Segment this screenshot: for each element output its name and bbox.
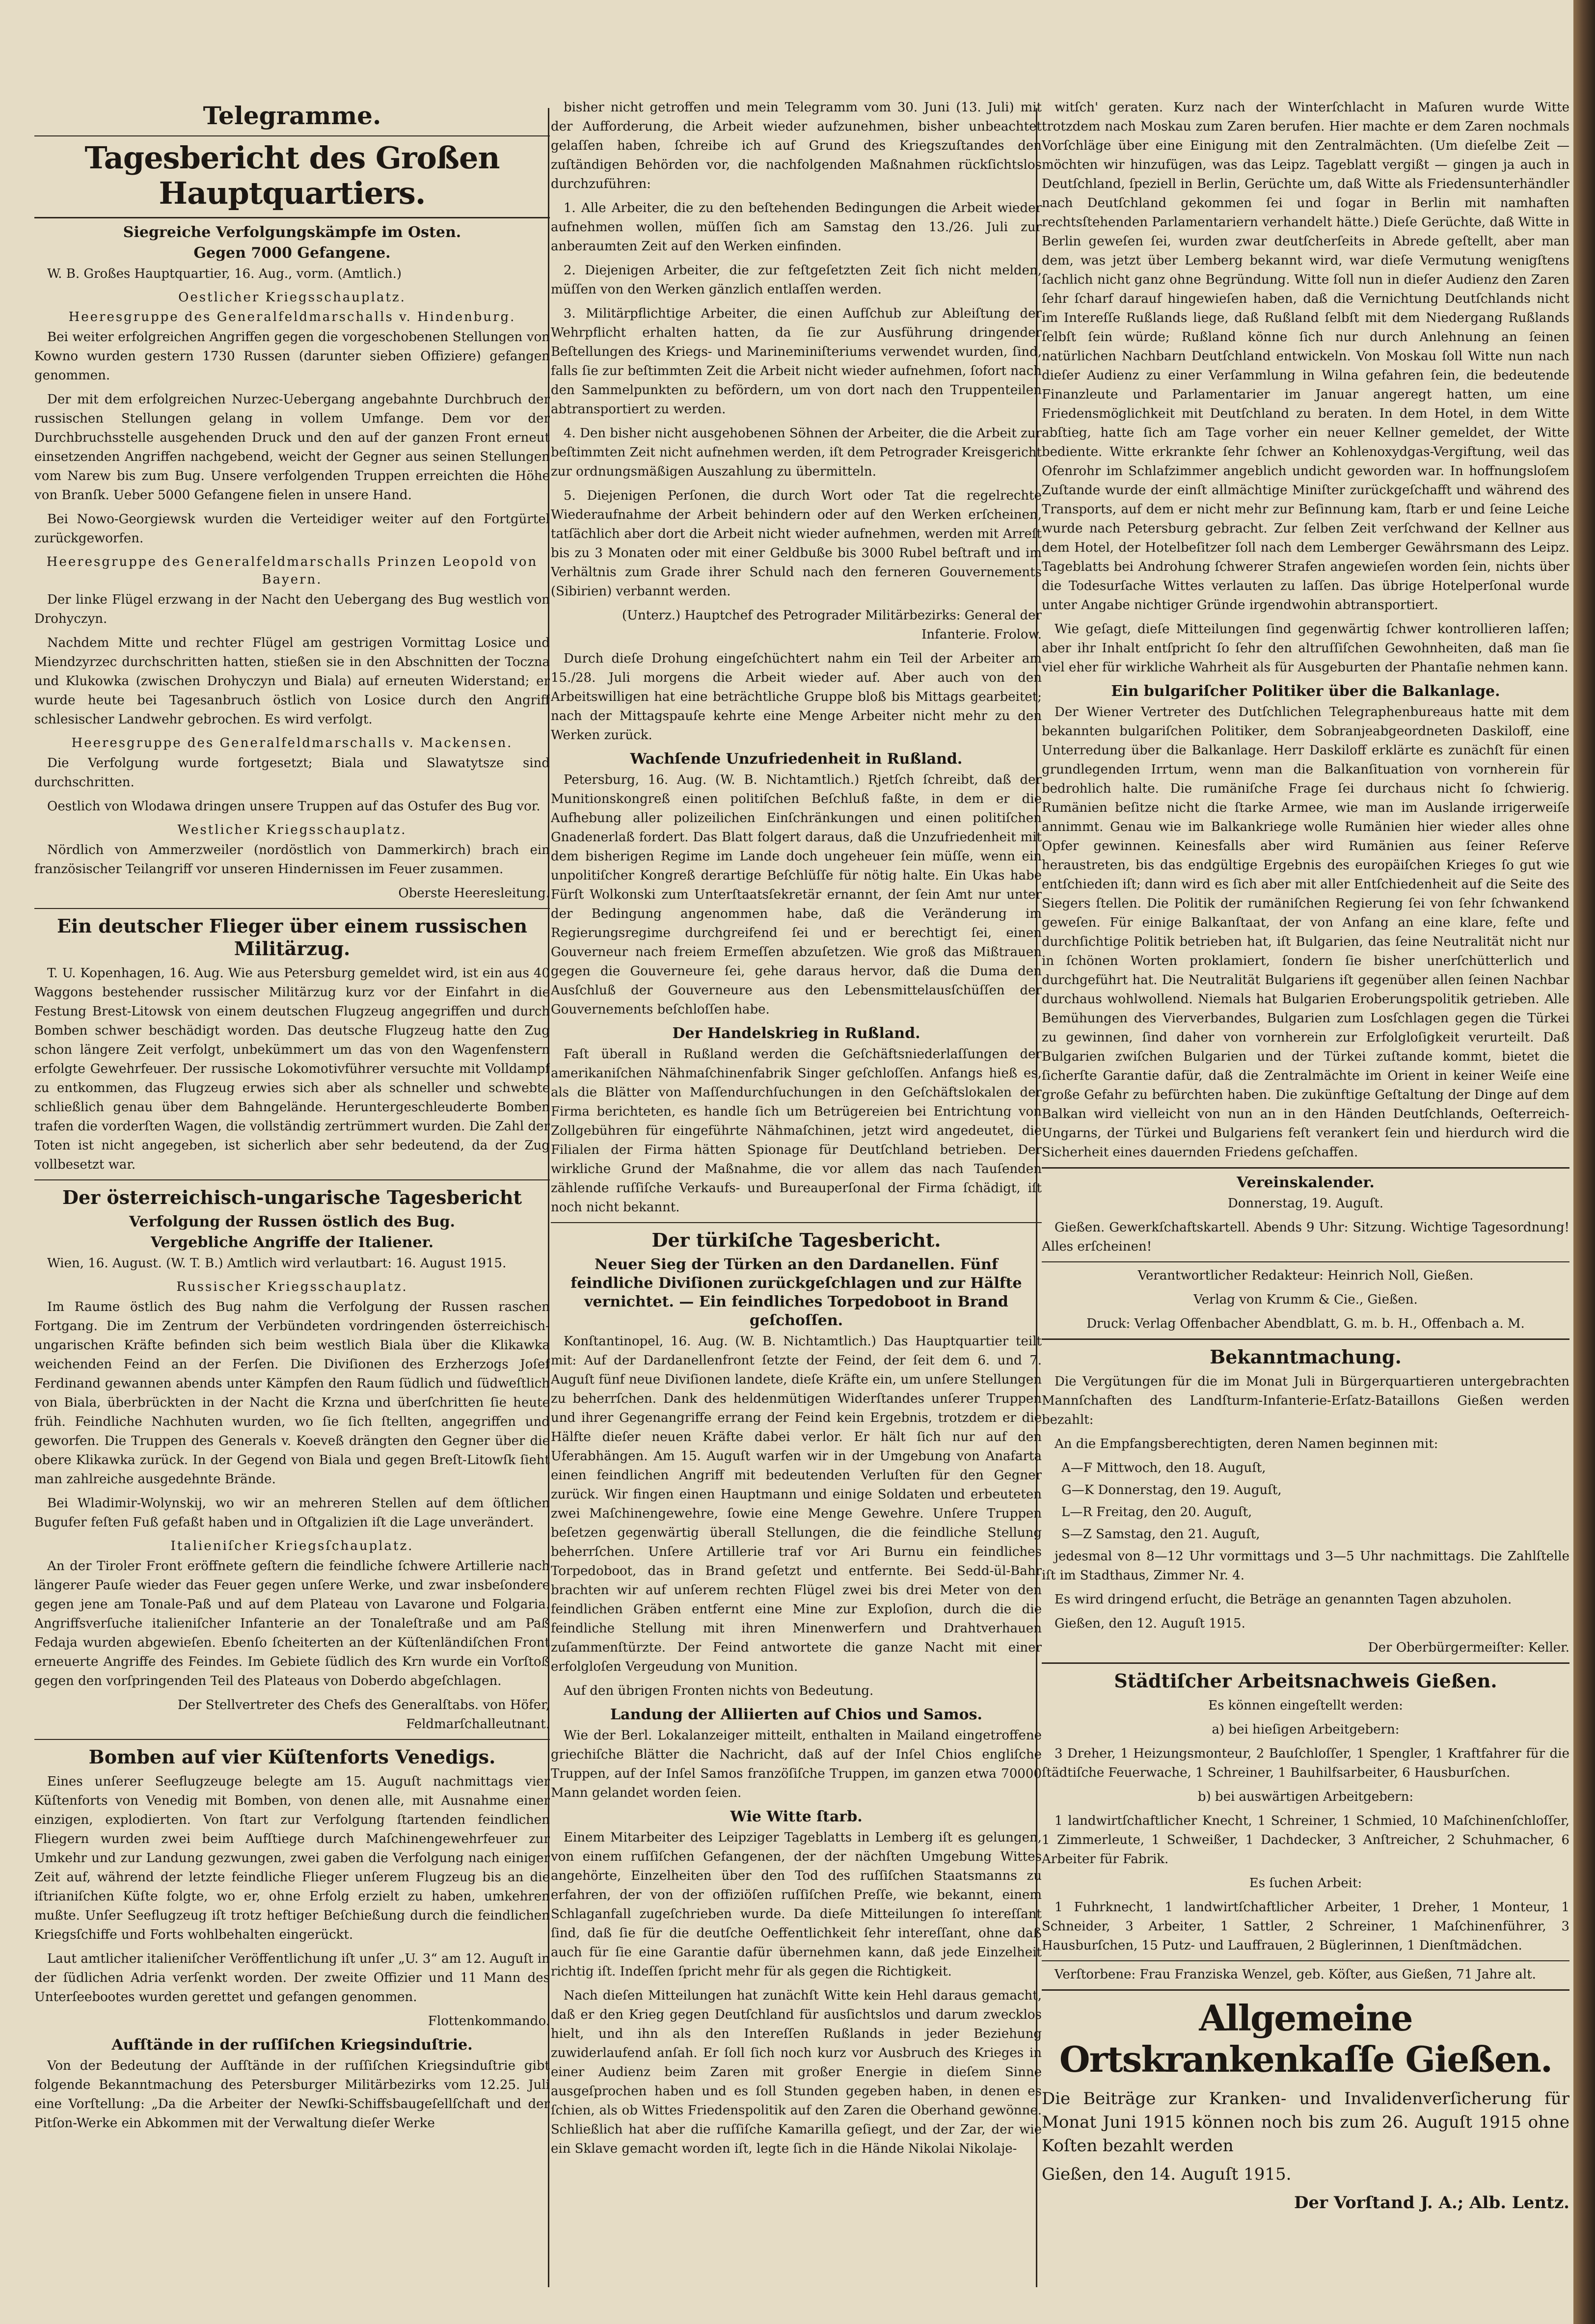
section-heading: Heeresgruppe des Generalfeldmarschalls v. Mackensen. [71,736,513,750]
divider [1042,1989,1569,1991]
section-heading: Italieniſcher Kriegsſchauplatz. [170,1539,414,1553]
article-headline: Der Handelskrieg in Rußland. [672,1025,920,1042]
paragraph: Oestlich von Wlodawa dringen unsere Truppen auf das Ostufer des Bug vor. [47,799,541,814]
paragraph: Eines unſerer Seeflugzeuge belegte am 15. Auguſt nachmittags vier Küſtenforts von Venedig mit Bomben, von denen alle, mit Ausnahme einer einzigen, explodierten. Von ſtart zur Verfolgung ſtartenden feindlichen Fliegern wurden zwei beim Aufſtiege durch Maſchinengewehrfeuer zur Umkehr und zur Landung gezwungen, zwei gaben die Verfolgung nach einiger Zeit auf, während der letzte feindliche Flieger unſerem Flugzeug bis an die iſtrianiſchen Küſte folgte, wo er, ohne Erfolg erzielt zu haben, umkehren mußte. Unſer Seeflugzeug iſt trotz heftiger Beſchießung durch die feindlichen Kriegsſchiffe und Forts wohlbehalten eingerückt. [34,1774,550,1942]
signature: Flottenkommando. [428,2014,550,2029]
paragraph: Auf den übrigen Fronten nichts von Bedeutung. [564,1683,874,1698]
divider [34,135,550,136]
article-headline: Der österreichisch-ungarische Tagesbericht [62,1186,522,1208]
paragraph: Der linke Flügel erzwang in der Nacht den Uebergang des Bug westlich von Drohyczyn. [34,592,550,626]
paragraph: Die Vergütungen für die im Monat Juli in Bürgerquartieren untergebrachten Mannſchaften des Landſturm-Infanterie-Erſatz-Bataillons Gießen werden bezahlt: [1042,1374,1569,1427]
column-right [1042,98,1569,2297]
article-headline: Der türkiſche Tagesbericht. [651,1229,941,1251]
ad-signature: Der Vorſtand J. A.; Alb. Lentz. [1294,2193,1569,2213]
imprint-line: Druck: Verlag Offenbacher Abendblatt, G. m. b. H., Offenbach a. M. [1086,1316,1525,1331]
divider [1042,1960,1569,1961]
subheading: Es ſuchen Arbeit: [1249,1876,1362,1891]
paragraph: witſch' geraten. Kurz nach der Winterſchlacht in Maſuren wurde Witte trotzdem nach Moskau zum Zaren berufen. Hier machte er dem Zaren nochmals Vorſchläge über eine Einigung mit den Zentralmächten. (Um dieſelbe Zeit — möchten wir hinzufügen, was das Leipz. Tageblatt vergißt — gingen ja auch in Deutſchland, ſpeziell in Berlin, Gerüchte um, daß Witte als Friedensunterhändler nach Deutſchland gekommen ſei und ſogar in Berlin mit namhaften rechtsſtehenden Parlamentariern verhandelt hätte.) Dieſe Gerüchte, daß Witte in Berlin geweſen ſei, wurden zwar deutſcherſeits in Abrede geſtellt, aber man dem, was jetzt über Lemberg bekannt wird, war dieſe Vermutung wenigſtens ſachlich nicht ganz ohne Begründung. Witte ſoll nun in dieſer Audienz den Zaren ſehr ſcharf darauf hingewieſen haben, daß die Vernichtung Deutſchlands nicht im Intereſſe Rußlands liege, daß Rußland ſelbſt mit dem Niedergang Rußlands ſelbſt ſein würde; Rußland könne ſich nur durch Anlehnung an ſeinen natürlichen Nachbarn Deutſchland entwickeln. Von Moskau ſoll Witte nun nach dieſer Audienz zu einer Verſammlung in Wilna gefahren ſein, die bedeutende Finanzleute und Parlamentarier im Januar angeregt hatten, um eine Friedensmöglichkeit mit Deutſchland zu beraten. In dem Hotel, in dem Witte abſtieg, hatte ſich am Tage vorher ein neuer Kellner gemeldet, der Witte bediente. Witte erkrankte ſehr ſchwer an Kohlenoxydgas-Vergiftung, weil das Ofenrohr im Schlafzimmer angeblich undicht geworden war. In hoffnungsloſem Zuſtande wurde der einſt allmächtige Miniſter zurückgeſchafft und während des Transports, auf dem er nicht mehr zur Beſinnung kam, ſtarb er und ſeine Leiche wurde nach Petersburg gebracht. Zur ſelben Zeit verſchwand der Kellner aus dem Hotel, der Hotelbeſitzer ſoll nach dem Lemberger Gewährsmann des Leipz. Tageblatts bei Androhung ſchwerer Strafen angewieſen worden ſein, nichts über die Todesurſache Wittes verlauten zu laſſen. Das übrige Hotelperſonal wurde unter Angabe nichtiger Gründe irgendwohin abtransportiert. [1042,100,1569,613]
article-headline: Wachſende Unzufriedenheit in Rußland. [630,750,963,768]
ad-title: Allgemeine Ortskrankenkaſſe Gießen. [1059,1997,1552,2080]
notice-title: Bekanntmachung. [1210,1346,1402,1368]
divider [1042,1662,1569,1664]
ad-text: Die Beiträge zur Kranken- und Invalidenverſicherung für Monat Juni 1915 können noch bis zum 26. Auguſt 1915 ohne Koſten bezahlt werden [1042,2089,1569,2156]
paragraph: Bei Nowo-Georgiewsk wurden die Verteidiger weiter auf den Fortgürtel zurückgeworfen. [34,512,550,546]
calendar-entry: Gießen. Gewerkſchaftskartell. Abends 9 Uhr: Sitzung. Wichtige Tagesordnung! Alles erſcheinen! [1042,1220,1569,1254]
page-edge [1573,0,1595,2324]
divider [34,1739,550,1740]
subheading: Es können eingeſtellt werden: [1208,1698,1403,1713]
list-item: A—F Mittwoch, den 18. Auguſt, [1061,1461,1266,1475]
section-heading: Heeresgruppe des Generalfeldmarschalls Prinzen Leopold von Bayern. [46,555,538,587]
paragraph: Nachdem Mitte und rechter Flügel am gestrigen Vormittag Losice und Miendzyrzec durchschritten hatten, stießen sie in den Abschnitten der Toczna und Klukowka (zwischen Drohyczyn und Biala) auf erneuten Widerstand; er wurde heute bei Tagesanbruch östlich von Losice durch den Angriff schlesischer Landwehr gebrochen. Es wird verfolgt. [34,636,550,727]
subheadline: Gegen 7000 Gefangene. [193,244,391,262]
paragraph: Petersburg, 16. Aug. (W. B. Nichtamtlich.) Rjetſch ſchreibt, daß der Munitionskongreß einen politiſchen Beſchluß faßte, in dem er die Aufhebung aller polizeilichen Einſchränkungen und einen politiſchen Gnadenerlaß fordert. Das Blatt folgert daraus, daß die Unzufriedenheit mit dem bisherigen Regime im Lande doch ungeheuer ſein müſſe, wenn ein unpolitiſcher Kongreß derartige Beſchlüſſe für nötig halte. Ein Ukas habe Fürſt Wolkonski zum Unterſtaatsſekretär ernannt, der ſein Amt nur unter der Bedingung angenommen habe, daß die Veränderung im Regierungsregime durchgreifend ſei und er berechtigt ſei, einen Gouverneur nach freiem Ermeſſen abzuſetzen. Wie groß das Mißtrauen gegen die Gouverneure ſei, gehe daraus hervor, daß die Duma den Ausſchluß der Gouverneure aus den Lebensmittelausſchüſſen der Gouvernements beſchloſſen habe. [551,773,1042,1017]
notice-date: Gießen, den 12. Auguſt 1915. [1054,1616,1245,1631]
divider [1042,1167,1569,1169]
subheading: a) bei hieſigen Arbeitgebern: [1212,1722,1400,1737]
paragraph: bisher nicht getroffen und mein Telegramm vom 30. Juni (13. Juli) mit der Aufforderung, die Arbeit wieder aufzunehmen, bisher unbeachtet gelaſſen haben, ſchreibe ich auf Grund des Kriegszuſtandes den zuſtändigen Behörden vor, die nachfolgenden Maßnahmen rückſichtslos durchzuführen: [551,100,1042,191]
signature: Der Stellvertreter des Chefs des Generalſtabs. von Höfer, Feldmarſchalleutnant. [177,1698,550,1732]
signature: Der Oberbürgermeiſter: Keller. [1368,1640,1569,1655]
paragraph: 1 Fuhrknecht, 1 landwirtſchaftlicher Arbeiter, 1 Dreher, 1 Monteur, 1 Schneider, 3 Arbeiter, 1 Sattler, 2 Schreiner, 1 Maſchinenführer, 3 Hausburſchen, 15 Putz- und Lauffrauen, 2 Büglerinnen, 1 Dienſtmädchen. [1042,1900,1569,1953]
article-headline: Ein bulgariſcher Politiker über die Balkanlage. [1111,683,1500,700]
paragraph: Bei weiter erfolgreichen Angriffen gegen die vorgeschobenen Stellungen von Kowno wurden gestern 1730 Russen (darunter sieben Offiziere) gefangen genommen. [34,330,550,383]
divider [34,1179,550,1180]
section-heading: Westlicher Kriegsschauplatz. [177,823,407,837]
signature: (Unterz.) Hauptchef des Petrograder Militärbezirks: General der Infanterie. Frolow. [622,608,1042,642]
article-headline: Wie Witte ſtarb. [730,1808,863,1825]
column-middle [551,98,1042,2297]
paragraph: Wie geſagt, dieſe Mitteilungen ſind gegenwärtig ſchwer kontrollieren laſſen; aber ihr Inhalt entſpricht ſo ſehr den altruſſiſchen Gewohnheiten, daß man ſie viel eher für wirkliche Wahrheit als für Ausgeburten der Phantaſie nehmen kann. [1042,622,1569,675]
paragraph: T. U. Kopenhagen, 16. Aug. Wie aus Petersburg gemeldet wird, ist ein aus 40 Waggons bestehender russischer Militärzug kurz vor der Einfahrt in die Festung Brest-Litowsk von einem deutschen Flugzeug angegriffen und durch Bomben schwer beschädigt worden. Das deutsche Flugzeug hatte den Zug schon längere Zeit verfolgt, unbekümmert um das von den Wagenfenstern erfolgte Gewehrfeuer. Der russische Lokomotivführer versuchte mit Volldampf zu entkommen, das Flugzeug erwies sich aber als schneller und schwebte schließlich genau über dem Bahngelände. Heruntergeschleuderte Bomben trafen die vorderſten Wagen, die vollständig zertrümmert wurden. Die Zahl der Toten ist nicht angegeben, ist sicherlich aber sehr bedeutend, da der Zug vollbesetzt war. [34,966,550,1172]
paragraph: 4. Den bisher nicht ausgehobenen Söhnen der Arbeiter, die die Arbeit zur beſtimmten Zeit nicht aufnehmen werden, iſt dem Petrograder Kreisgericht zur ordnungsmäßigen Auszahlung zu übermitteln. [551,426,1042,479]
paragraph: Es wird dringend erſucht, die Beträge an genannten Tagen abzuholen. [1054,1592,1512,1607]
list-item: L—R Freitag, den 20. Auguſt, [1061,1505,1252,1520]
paragraph: Bei Wladimir-Wolynskij, wo wir an mehreren Stellen auf dem öſtlichen Bugufer feſten Fuß gefaßt haben und in Oſtgalizien iſt die Lage unverändert. [34,1496,550,1530]
paragraph: An die Empfangsberechtigten, deren Namen beginnen mit: [1054,1437,1438,1451]
paragraph: Die Verfolgung wurde fortgesetzt; Biala und Slawatytsze sind durchschritten. [34,756,550,790]
ad-date: Gießen, den 14. Auguſt 1915. [1042,2164,1292,2184]
list-item: S—Z Samstag, den 21. Auguſt, [1061,1527,1260,1542]
paragraph: Nach dieſen Mitteilungen hat zunächſt Witte kein Hehl daraus gemacht, daß er den Krieg gegen Deutſchland für ausſichtslos und darum zwecklos hielt, und ihn als den Intereſſen Rußlands in jeder Beziehung zuwiderlaufend anſah. Er ſoll ſich noch kurz vor Ausbruch des Krieges in einer Audienz beim Zaren mit großer Energie in dieſem Sinne ausgeſprochen haben und es ſoll Stunden gegeben haben, in denen es ſchien, als ob Wittes Friedenspolitik auf den Zaren die Oberhand gewönne. Schließlich hat aber die ruſſiſche Kamarilla geſiegt, und der Zar, der wie ein Sklave gemacht worden iſt, legte ſich in die Hände Nikolai Nikolaje- [551,1988,1042,2156]
paragraph: jedesmal von 8—12 Uhr vormittags und 3—5 Uhr nachmittags. Die Zahlſtelle iſt im Stadthaus, Zimmer Nr. 4. [1042,1549,1569,1583]
dateline: W. B. Großes Hauptquartier, 16. Aug., vorm. (Amtlich.) [47,267,402,281]
divider [1042,1338,1569,1340]
article-headline: Bomben auf vier Küſtenforts Venedigs. [88,1746,496,1768]
section-title: Telegramme. [203,101,381,130]
paragraph: Der mit dem erfolgreichen Nurzec-Uebergang angebahnte Durchbruch der russischen Stellungen gelang in vollem Umfange. Dem vor der Durchbruchsstelle ausgehenden Druck und den auf der ganzen Front erneut einsetzenden Angriffen nachgebend, weicht der Gegner aus seinen Stellungen vom Narew bis zum Bug. Unsere verfolgenden Truppen erreichten die Höhe von Branſk. Ueber 5000 Gefangene fielen in unsere Hand. [34,392,550,503]
paragraph: 3. Militärpflichtige Arbeiter, die einen Aufſchub zur Ableiſtung der Wehrpflicht erhalten hatten, da ſie zur Ausführung dringender Beſtellungen des Kriegs- und Marineminiſteriums verwendet wurden, ſind, falls ſie zur beſtimmten Zeit die Arbeit nicht wieder aufnehmen, ſofort nach den Sammelpunkten zu befördern, um von dort nach den Truppenteilen abtransportiert zu werden. [551,306,1042,417]
paragraph: 1 landwirtſchaftlicher Knecht, 1 Schreiner, 1 Schmied, 10 Maſchinenſchloſſer, 1 Zimmerleute, 1 Schweißer, 1 Dachdecker, 3 Anſtreicher, 2 Schuhmacher, 6 Arbeiter für Fabrik. [1042,1814,1569,1867]
paragraph: Wien, 16. August. (W. T. B.) Amtlich wird verlautbart: 16. August 1915. [47,1256,507,1271]
paragraph: Der Wiener Vertreter des Dutſchlichen Telegraphenbureaus hatte mit dem bekannten bulgariſchen Politiker, dem Sobranjeabgeordneten Daskiloff, eine Unterredung über die Balkanlage. Herr Daskiloff erklärte es zunächſt für einen grundlegenden Irrtum, wenn man die Balkanſituation von vornherein für bedrohlich halte. Die rumäniſche Frage ſei durchaus nicht ſo ſchwierig. Rumänien beſitze nicht die ſtarke Armee, wie man im Auslande irrigerweiſe annimmt. Genau wie im Balkankriege wolle Rumänien hier wieder alles ohne Opfer gewinnen. Keinesfalls aber wird Rumänien aus ſeiner Reſerve heraustreten, bis das endgültige Ergebnis des europäiſchen Krieges ſo gut wie entſchieden iſt; dann wird es ſich aber mit aller Entſchiedenheit auf die Seite des Siegers ſtellen. Die Politik der rumäniſchen Regierung ſei von ſehr ſchwankend geweſen. Für einige Balkanſtaat, der von Anfang an eine klare, feſte und durchſichtige Politik betrieben hat, iſt Bulgarien, das ſeine Neutralität nicht nur in ſchönen Worten proklamiert, ſondern ſie bisher unerſchütterlich und durchgeführt hat. Die Neutralität Bulgariens iſt gegenüber allen ſeinen Nachbar durchaus wohlwollend. Niemals hat Bulgarien Eroberungspolitik getrieben. Alle Bemühungen des Vierverbandes, Bulgarien zum Losſchlagen gegen die Türkei zu gewinnen, ſind daher von vornherein zur Erfolgloſigkeit verurteilt. Daß Bulgarien zwiſchen Bulgarien und der Türkei zuſtande kommt, bietet die ſicherſte Garantie dafür, daß die Zentralmächte im Orient in keiner Weiſe eine große Gefahr zu befürchten haben. Die zukünftige Geſtaltung der Dinge auf dem Balkan wird vielleicht von nun an in den Händen Deutſchlands, Oeſterreich-Ungarns, der Türkei und Bulgariens feſt verankert ſein und hierdurch wird die Sicherheit eines dauernden Friedens geſchaffen. [1042,705,1569,1160]
subheadline: Vergebliche Angriffe der Italiener. [150,1234,434,1251]
article-headline: Ein deutscher Flieger über einem russischen Militärzug. [56,915,528,960]
subheadline: Verfolgung der Russen östlich des Bug. [129,1213,455,1230]
paragraph: Von der Bedeutung der Aufſtände in der ruſſiſchen Kriegsinduſtrie gibt folgende Bekanntmachung des Petersburger Militärbezirks vom 12.25. Juli eine Vorſtellung: „Da die Arbeiter der Newſki-Schiffsbaugeſellſchaft und der Pitſon-Werke ein Abkommen mit der Verwaltung dieſer Werke [34,2058,550,2131]
section-heading: Heeresgruppe des Generalfeldmarschalls v. Hindenburg. [68,310,516,324]
paragraph: 2. Diejenigen Arbeiter, die zur feſtgeſetzten Zeit ſich nicht melden, müſſen von den Werken gänzlich entlaſſen werden. [551,263,1042,297]
death-notice: Verſtorbene: Frau Franziska Wenzel, geb. Köſter, aus Gießen, 71 Jahre alt. [1054,1967,1536,1982]
paragraph: 5. Diejenigen Perſonen, die durch Wort oder Tat die regelrechte Wiederaufnahme der Arbeit behindern oder auf den Werken erſcheinen, tatſächlich aber dort die Arbeit nicht wieder aufnehmen, werden mit Arreſt bis zu 3 Monaten oder mit einer Geldbuße bis 3000 Rubel beſtraft und im Verhältnis zum Grade ihrer Schuld nach den ferneren Gouvernements (Sibirien) verbannt werden. [551,488,1042,599]
paragraph: An der Tiroler Front eröffnete geſtern die feindliche ſchwere Artillerie nach längerer Pauſe wieder das Feuer gegen unſere Werke, und zwar insbeſondere gegen jene am Tonale-Paß und auf dem Plateau von Lavarone und Folgaria. Angriffsverſuche italieniſcher Infanterie an der Tonaleſtraße und am Paß Fedaja wurden abgewieſen. Ebenſo ſcheiterten an der Küſtenländiſchen Front erneuerte Angriffe des Feindes. Im Gebiete ſüdlich des Krn wurde ein Vorſtoß gegen den vorſpringenden Teil des Plateaus von Doberdo abgeſchlagen. [34,1559,550,1688]
paragraph: Faſt überall in Rußland werden die Geſchäftsniederlaſſungen der amerikaniſchen Nähmaſchinenfabrik Singer geſchloſſen. Anfangs hieß es, als die Blätter von Maſſendurchſuchungen in den Geſchäftslokalen der Firma berichteten, es handle ſich um Betrügereien bei Entrichtung von Zollgebühren für eingeführte Nähmaſchinen, jetzt wird angedeutet, die Filialen der Firma hätten Spionage für Deutſchland betrieben. Der wirkliche Grund der Maßnahme, die vor allem das nach Tauſenden zählende ruſſiſche Verkaufs- und Bureauperſonal der Firma ſchädigt, iſt noch nicht bekannt. [551,1047,1042,1215]
paragraph: Durch dieſe Drohung eingeſchüchtert nahm ein Teil der Arbeiter am 15./28. Juli morgens die Arbeit wieder auf. Aber auch von den Arbeitswilligen hat eine beträchtliche Gruppe bloß bis Mittags gearbeitet; nach der Mittagspauſe kehrte eine Menge Arbeiter nicht mehr zu den Werken zurück. [551,651,1042,743]
notice-title: Städtiſcher Arbeitsnachweis Gießen. [1114,1670,1497,1692]
subheading: b) bei auswärtigen Arbeitgebern: [1197,1790,1414,1804]
list-item: G—K Donnerstag, den 19. Auguſt, [1061,1483,1282,1497]
section-heading: Russischer Kriegsschauplatz. [176,1280,408,1294]
divider [551,1222,1042,1223]
paragraph: Im Raume östlich des Bug nahm die Verfolgung der Russen raschen Fortgang. Die im Zentrum der Verbündeten vordringenden österreichisch-ungarischen Kräfte befinden sich beim westlich Biala über die Klikawka weichenden Feind an der Ferſen. Die Diviſionen des Erzherzogs Joſef Ferdinand gewannen abends unter Kämpfen den Raum ſüdlich und ſüdweſtlich von Biala, überbrückten in der Nacht die Krzna und überſchritten ſie heute früh. Feindliche Nachhuten wurden, wo ſie ſich ſtellten, angegriffen und geworfen. Die Truppen des Generals v. Koeveß drängten den Gegner über die obere Klikawka zurück. In der Gegend von Biala und gegen Breſt-Litowſk ſieht man zahlreiche ausgedehnte Brände. [34,1300,550,1487]
subheadline: Siegreiche Verfolgungskämpfe im Osten. [123,224,461,241]
paragraph: Einem Mitarbeiter des Leipziger Tageblatts in Lemberg iſt es gelungen, von einem ruſſiſchen Gefangenen, der der nächſten Umgebung Wittes angehörte, Einzelheiten über den Tod des ruſſiſchen Staatsmanns zu erfahren, der von der offiziöſen ruſſiſchen Preſſe, wie bekannt, einem Schlaganfall zugeſchrieben wurde. Da dieſe Mitteilungen ſo intereſſant ſind, daß ſie für die deutſche Oeffentlichkeit ſehr intereſſant, ohne daß auch für ſie eine Garantie dafür übernehmen kann, daß jede Einzelheit richtig iſt. Indeſſen ſpricht mehr für als gegen die Richtigkeit. [551,1830,1042,1979]
calendar-date: Donnerstag, 19. Auguſt. [1227,1196,1384,1211]
imprint-line: Verlag von Krumm & Cie., Gießen. [1193,1292,1418,1307]
paragraph: Wie der Berl. Lokalanzeiger mitteilt, enthalten in Mailand eingetroffene griechiſche Blätter die Nachricht, daß auf der Inſel Chios engliſche Truppen, auf der Inſel Samos franzöſiſche Truppen, im ganzen etwa 70000 Mann gelandet worden ſeien. [551,1728,1042,1800]
subheadline: Neuer Sieg der Türken an den Dardanellen. Fünf feindliche Diviſionen zurückgeſchlagen und zur Hälfte vernichtet. — Ein feindliches Torpedoboot in Brand geſchoſſen. [570,1256,1022,1329]
article-headline: Landung der Alliierten auf Chios und Samos. [610,1706,982,1723]
section-heading: Oestlicher Kriegsschauplatz. [178,290,406,305]
paragraph: Laut amtlicher italieniſcher Veröffentlichung iſt unſer „U. 3“ am 12. Auguſt in der ſüdlichen Adria verſenkt worden. Der zweite Offizier und 11 Mann des Unterſeebootes wurden gerettet und gefangen genommen. [34,1951,550,2004]
divider [34,908,550,909]
signature: Oberste Heeresleitung. [398,886,550,901]
paragraph: 3 Dreher, 1 Heizungsmonteur, 2 Bauſchloſſer, 1 Spengler, 1 Kraftfahrer für die ſtädtiſche Feuerwache, 1 Schreiner, 1 Bauhilfsarbeiter, 6 Hausburſchen. [1042,1746,1569,1780]
imprint-line: Verantwortlicher Redakteur: Heinrich Noll, Gießen. [1137,1268,1474,1283]
divider [34,217,550,218]
paragraph: 1. Alle Arbeiter, die zu den beſtehenden Bedingungen die Arbeit wieder aufnehmen wollen, müſſen ſich am Samstag den 13./26. Juli zur anberaumten Zeit auf den Werken einfinden. [551,201,1042,254]
divider [1042,1261,1569,1262]
calendar-title: Vereinskalender. [1237,1174,1375,1191]
column-left [34,98,550,2297]
headline: Tagesbericht des Großen Hauptquartiers. [84,140,500,211]
paragraph: Nördlich von Ammerzweiler (nordöstlich von Dammerkirch) brach ein französischer Teilangriff vor unseren Hindernissen im Feuer zusammen. [34,843,550,877]
paragraph: Konſtantinopel, 16. Aug. (W. B. Nichtamtlich.) Das Hauptquartier teilt mit: Auf der Dardanellenfront ſetzte der Feind, der ſeit dem 6. und 7. Auguſt fünf neue Diviſionen landete, dieſe Kräfte ein, um unſere Stellungen zu beherrſchen. Dank des heldenmütigen Widerſtandes unſerer Truppen und ihrer Gegenangriffe errang der Feind kein Ergebnis, trotzdem er die Hälfte dieſer neuen Kräfte dabei verlor. Er hält ſich nur auf den Uferabhängen. Am 15. Auguſt warfen wir in der Umgebung von Anafarta einen feindlichen Angriff mit bedeutenden Verluſten für den Gegner zurück. Wir fingen einen Hauptmann und einige Soldaten und erbeuteten zwei Maſchinengewehre, ſowie eine Menge Gewehre. Unſere Truppen beſetzen gegenwärtig überall Stellungen, die die feindliche Stellung beherrſchen. Unſere Artillerie traf vor Ari Burnu ein feindliches Torpedoboot, das in Brand geſetzt und entfernte. Bei Sedd-ül-Bahr brachten wir auf unſerem rechten Flügel zwei bis drei Meter von den feindlichen Gräben entfernt eine Mine zur Exploſion, durch die die feindliche Stellung mit ihren Minenwerfern und Drahtverhauen zuſammenſtürzte. Der Feind antwortete die ganze Nacht mit einer erfolgloſen Vergeudung von Munition. [551,1334,1042,1674]
article-headline: Aufſtände in der ruſſiſchen Kriegsinduſtrie. [111,2036,473,2054]
